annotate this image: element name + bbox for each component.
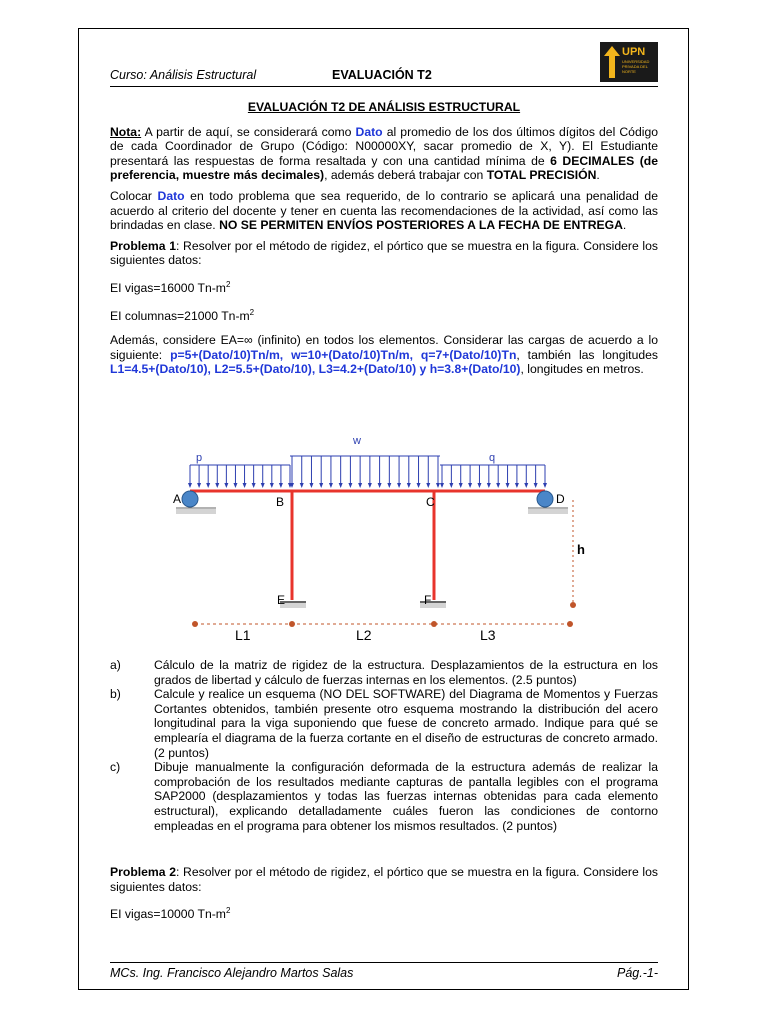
ei-vigas-1: [110, 278, 658, 296]
load-arrow-head: [459, 483, 463, 488]
roller-support-a: [182, 491, 198, 507]
load-arrow-head: [224, 483, 228, 488]
task-text: Cálculo de la matriz de rigidez de la estructura. Desplazamientos de la estructura en los grados de libertad y cálculo de fuerzas internas en los elementos. (2.5 puntos): [154, 658, 658, 687]
load-arrow-head: [279, 483, 283, 488]
load-arrow-head: [487, 483, 491, 488]
note-paragraph: [110, 125, 658, 183]
label-l1: L1: [235, 627, 251, 643]
page-footer: [110, 966, 658, 980]
loads-text-1: Además, considere EA=∞ (infinito) en todos los elementos. Considerar las cargas de acuerdo a lo siguiente:: [110, 333, 658, 362]
load-arrow-head: [197, 483, 201, 488]
document-body: [110, 100, 658, 383]
task-text: Dibuje manualmente la configuración deformada de la estructura además de realizar la comprobación de los resultados mediante capturas de pantalla legibles con el programa SAP2000 (desplazamientos y todas las fuerzas internas obtenidas para cada elemento estructural), explicando detalladamente cuáles fueron las condiciones de contorno empleadas en el programa para obtener los mismos resultados. (2 puntos): [154, 760, 658, 833]
ei-columnas-1: [110, 306, 658, 324]
load-arrow-head: [348, 483, 352, 488]
page-number: Pág.-1-: [617, 966, 658, 980]
load-arrow-head: [417, 483, 421, 488]
problem-2-text: : Resolver por el método de rigidez, el pórtico que se muestra en la figura. Considere los siguientes datos:: [110, 865, 658, 894]
load-arrow-head: [387, 483, 391, 488]
load-arrow-head: [329, 483, 333, 488]
label-b: B: [276, 495, 285, 509]
document-title: EVALUACIÓN T2 DE ANÁLISIS ESTRUCTURAL: [247, 100, 521, 114]
dim-l-node-1: [289, 621, 295, 627]
task-label: a): [110, 658, 121, 672]
note-text-2: al promedio de los dos últimos dígitos del Código de cada Coordinador de Grupo (Código: N00000XY, sacar promedio de X, Y). El Estudiante presentará las respuestas de forma resaltada y con una cantidad mínima de: [110, 124, 659, 168]
load-arrow-head: [309, 483, 313, 488]
label-w: w: [353, 435, 361, 447]
colocar-text-3: .: [622, 218, 627, 233]
load-arrow-head: [436, 483, 440, 488]
label-c: C: [426, 495, 435, 509]
label-e: E: [277, 593, 286, 607]
ei-columnas-1-sup: 2: [249, 307, 255, 317]
header-rule: [110, 86, 658, 87]
roller-support-d: [537, 491, 553, 507]
dim-h-end: [570, 602, 576, 608]
problem-1-text: : Resolver por el método de rigidez, el pórtico que se muestra en la figura. Considere los siguientes datos:: [110, 238, 658, 268]
label-l3: L3: [480, 627, 496, 643]
dim-l-node-2: [431, 621, 437, 627]
ei-vigas-1-text: EI vigas=16000 Tn-m: [110, 281, 226, 295]
load-arrow-head: [206, 483, 210, 488]
ei-vigas-2: [110, 904, 658, 922]
ground-hatch-d: [528, 509, 568, 514]
note-text-1: A partir de aquí, se considerará como: [141, 124, 356, 139]
note-label: Nota:: [110, 124, 142, 139]
ground-hatch-a: [176, 509, 216, 514]
task-item: [110, 760, 658, 833]
colocar-dato: Dato: [157, 188, 185, 203]
problem-1-label: Problema 1: [110, 238, 176, 253]
task-item: [110, 658, 658, 687]
load-arrow-head: [233, 483, 237, 488]
loads-text-2: , también las longitudes: [516, 347, 658, 362]
dim-l-node-3: [567, 621, 573, 627]
load-arrow-head: [368, 483, 372, 488]
load-arrow-head: [358, 483, 362, 488]
load-arrow-head: [449, 483, 453, 488]
logo-text: UPN: [622, 46, 646, 58]
load-arrow-head: [252, 483, 256, 488]
load-arrow-head: [506, 483, 510, 488]
ei-vigas-1-sup: 2: [225, 279, 231, 289]
loads-text-3: , longitudes en metros.: [520, 362, 644, 377]
ei-vigas-2-sup: 2: [225, 906, 231, 916]
load-arrow-head: [477, 483, 481, 488]
label-d: D: [556, 492, 565, 506]
footer-author: MCs. Ing. Francisco Alejandro Martos Salas: [110, 966, 354, 980]
page-header: [110, 68, 660, 84]
load-arrow-head: [243, 483, 247, 488]
label-q: q: [489, 452, 496, 464]
load-arrow-head: [339, 483, 343, 488]
load-arrow-head: [543, 483, 547, 488]
colocar-paragraph: [110, 189, 658, 233]
task-label: b): [110, 687, 121, 702]
load-arrow-head: [270, 483, 274, 488]
task-text: Calcule y realice un esquema (NO DEL SOFTWARE) del Diagrama de Momentos y Fuerzas Cortantes obtenidos, también presente otro esquema mostrando la distribución del acero longitudinal para la viga suponiendo que fuese de concreto armado. Indique para qué se emplearía el diagrama de la fuerza cortante en el diseño de estructuras de concreto armado. (2 puntos): [154, 687, 658, 760]
label-p: p: [196, 452, 203, 464]
load-arrow-head: [407, 483, 411, 488]
course-name: Curso: Análisis Estructural: [110, 68, 257, 82]
upn-logo: [600, 42, 658, 82]
note-dato: Dato: [355, 124, 383, 139]
evaluation-label: EVALUACIÓN T2: [332, 68, 432, 82]
upn-arrow-icon: [604, 46, 620, 78]
loads-paragraph: [110, 333, 658, 377]
logo-subtext: UNIVERSIDAD PRIVADA DEL NORTE: [622, 59, 650, 74]
task-list: [110, 658, 658, 833]
label-f: F: [424, 593, 432, 607]
ei-columnas-1-text: EI columnas=21000 Tn-m: [110, 308, 250, 323]
lengths-values: L1=4.5+(Dato/10), L2=5.5+(Dato/10), L3=4.2+(Dato/10) y h=3.8+(Dato/10): [110, 362, 521, 377]
problem-2-statement: [110, 865, 658, 894]
dim-l-node-0: [192, 621, 198, 627]
frame-diagram: [170, 430, 600, 652]
task-label: c): [110, 760, 121, 775]
ei-vigas-2-text: EI vigas=10000 Tn-m: [110, 907, 226, 922]
problem-2-label: Problema 2: [110, 865, 176, 880]
note-text-3: , además deberá trabajar con: [324, 168, 487, 183]
loads-values: p=5+(Dato/10)Tn/m, w=10+(Dato/10)Tn/m, q=7+(Dato/10)Tn: [170, 347, 517, 362]
load-arrow-head: [215, 483, 219, 488]
tasks-section: [110, 658, 658, 928]
note-bold-1: 6 DECIMALES (de preferencia, muestre más decimales): [110, 153, 659, 183]
label-h: h: [577, 542, 585, 557]
load-arrow-head: [426, 483, 430, 488]
load-arrow-head: [534, 483, 538, 488]
load-arrow-head: [524, 483, 528, 488]
load-arrow-head: [515, 483, 519, 488]
load-arrow-head: [468, 483, 472, 488]
problem-1-statement: [110, 239, 658, 268]
load-arrow-head: [397, 483, 401, 488]
footer-rule: [110, 962, 658, 963]
colocar-text-2: en todo problema que sea requerido, de lo contrario se aplicará una penalidad de acuerdo al criterio del docente y tener en cuenta las recomendaciones de la actividad, así como las brindadas en clase.: [110, 188, 658, 233]
colocar-bold: NO SE PERMITEN ENVÍOS POSTERIORES A LA FECHA DE ENTREGA: [219, 218, 623, 233]
load-arrow-head: [440, 483, 444, 488]
colocar-text-1: Colocar: [110, 188, 158, 203]
label-a: A: [173, 492, 182, 506]
note-text-4: .: [596, 168, 600, 183]
load-arrow-head: [261, 483, 265, 488]
load-arrow-head: [319, 483, 323, 488]
load-arrow-head: [188, 483, 192, 488]
load-arrow-head: [300, 483, 304, 488]
task-item: [110, 687, 658, 760]
note-bold-2: TOTAL PRECISIÓN: [486, 168, 597, 183]
label-l2: L2: [356, 627, 372, 643]
load-arrow-head: [378, 483, 382, 488]
load-arrow-head: [496, 483, 500, 488]
